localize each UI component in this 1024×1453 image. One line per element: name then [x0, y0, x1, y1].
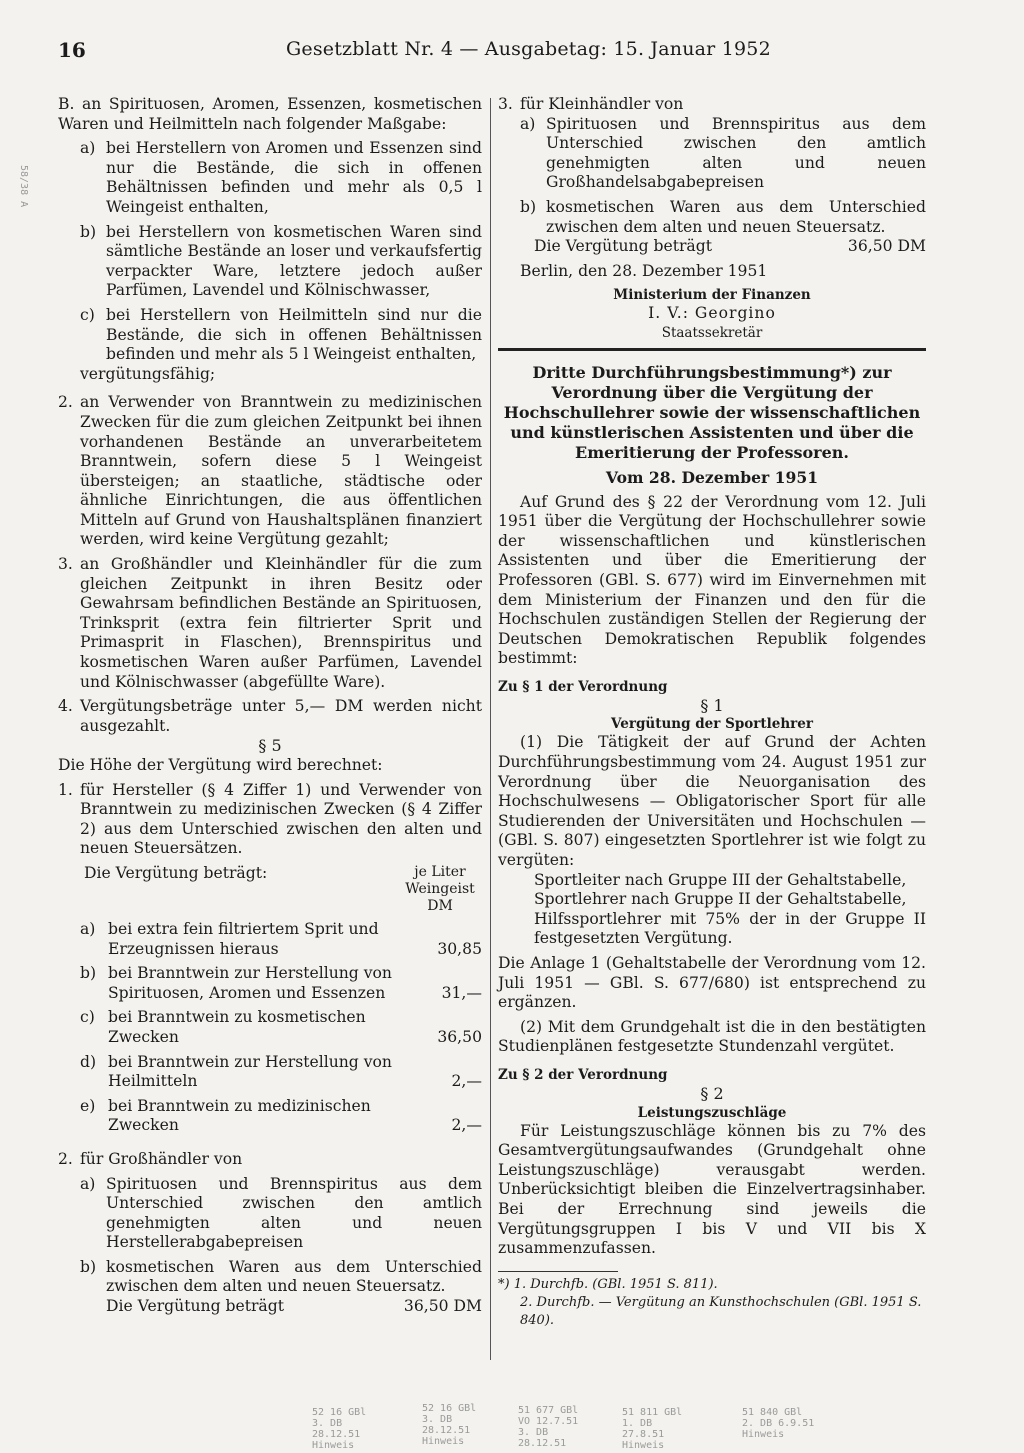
s5-item-2-rate-value: 36,50 DM	[403, 1297, 482, 1316]
section-1-title: Vergütung der Sportlehrer	[611, 716, 813, 733]
rate-letter: d)	[80, 1052, 97, 1071]
footnote-2: 2. Durchfb. — Vergütung an Kunsthochschulen (GBl. 1951 S. 840).	[520, 1294, 922, 1328]
left-column	[58, 95, 482, 1317]
rate-letter: e)	[80, 1096, 96, 1115]
item-3: 3. an Großhändler und Kleinhändler für die zum gleichen Zeitpunkt in ihren Besitz oder Gewahrsam befindlichen Bestände an Spirituosen, Trinksprit (extra fein filtrierter Sprit und Primasprit in Flaschen), Brennspiritus und kosmetischen Waren außer Parfümen, Lavendel und Kölnischwasser (abgefüllte Ware).	[58, 555, 482, 691]
s5-item-1-text: für Hersteller (§ 4 Ziffer 1) und Verwender von Branntwein zu medizinischen Zwecken (§ 4 Ziffer 2) aus dem Unterschied zwischen den alten und neuen Steuersätzen.	[80, 780, 482, 858]
footnote-rule	[498, 1271, 618, 1272]
section-2-title: Leistungszuschläge	[637, 1104, 787, 1121]
s5-item-2a: a) Spirituosen und Brennspiritus aus dem Unterschied zwischen den amtlich genehmigten alten und neuen Herstellerabgabepreisen	[80, 1174, 482, 1252]
item-4-text: Vergütungsbeträge unter 5,— DM werden nicht ausgezahlt.	[80, 697, 482, 735]
zu-section-1: Zu § 1 der Verordnung	[498, 678, 668, 695]
s5-item-2-text: für Großhändler von	[80, 1149, 243, 1168]
section-rule	[498, 348, 926, 351]
section-1-list-1: Sportleiter nach Gruppe III der Gehaltstabelle,	[534, 870, 907, 889]
s5-item-2-rate-label: Die Vergütung beträgt	[106, 1297, 284, 1316]
zu-section-2: Zu § 2 der Verordnung	[498, 1066, 668, 1083]
item-b-c: c) bei Herstellern von Heilmitteln sind nur die Bestände, die sich in offenen Behältnissen befinden und mehr als 5 l Weingeist enthalten,	[80, 305, 482, 364]
s5-item-3-rate-label: Die Vergütung beträgt	[534, 237, 712, 256]
rate-text: bei Branntwein zu kosmetischen Zwecken	[108, 1008, 366, 1046]
rate-header	[58, 864, 482, 915]
signer: I. V.: Georgino	[648, 304, 776, 323]
rate-value: 31,—	[441, 983, 482, 1002]
archive-stamp-3: 51 677 GBl VO 12.7.51 3. DB 28.12.51	[518, 1405, 579, 1449]
section-1-para-1: (1) Die Tätigkeit der auf Grund der Achten Durchführungsbestimmung vom 24. August 1951 zur Verordnung über die Neuorganisation des Hochschulwesens — Obligatorischer Sport für alle Studierenden der Universitäten und Hochschulen — (GBl. S. 807) eingesetzten Sportlehrer ist wie folgt zu vergüten:	[498, 733, 926, 870]
running-header	[0, 38, 1024, 68]
item-b-c-text: bei Herstellern von Heilmitteln sind nur die Bestände, die sich in offenen Behältnissen befinden und mehr als 5 l Weingeist enthalten,	[106, 305, 482, 364]
signer-title: Staatssekretär	[661, 324, 763, 341]
document-date: Vom 28. Dezember 1951	[605, 467, 819, 487]
section-1-para-3: (2) Mit dem Grundgehalt ist die in den bestätigten Studienplänen festgesetzte Stundenzahl vergütet.	[498, 1017, 926, 1056]
rate-row	[58, 920, 482, 959]
s5-item-3-text: für Kleinhändler von	[520, 95, 684, 113]
item-4: 4. Vergütungsbeträge unter 5,— DM werden nicht ausgezahlt.	[58, 697, 482, 735]
rate-letter: c)	[80, 1008, 95, 1027]
rate-text: bei Branntwein zur Herstellung von Spirituosen, Aromen und Essenzen	[108, 964, 392, 1002]
item-b-a-text: bei Herstellern von Aromen und Essenzen sind nur die Bestände, die sich in offenen Behältnissen befinden und mehr als 0,5 l Weingeist enthalten,	[106, 139, 482, 216]
rate-list	[58, 920, 482, 1136]
archive-stamp-5: 51 840 GBl 2. DB 6.9.51 Hinweis	[742, 1407, 815, 1440]
s5-item-3: 3. für Kleinhändler von	[498, 95, 926, 115]
item-2: 2. an Verwender von Branntwein zu medizinischen Zwecken für die zum gleichen Zeitpunkt bei ihnen vorhandenen Bestände an unverarbeitetem Branntwein, sofern diese 5 l Weingeist übersteigen; an staatliche, städtische oder ähnliche Einrichtungen, die aus öffentlichen Mitteln auf Grund von Haushaltsplänen finanziert werden, wird keine Vergütung gezahlt;	[58, 393, 482, 549]
rate-text: bei Branntwein zu medizinischen Zwecken	[108, 1096, 371, 1135]
rate-value: 36,50	[437, 1027, 482, 1046]
rate-text: bei Branntwein zur Herstellung von Heilmitteln	[108, 1052, 392, 1091]
rate-row	[58, 1053, 482, 1092]
s5-item-2b: b) kosmetischen Waren aus dem Unterschied zwischen dem alten und neuen Steuersatz.	[80, 1257, 482, 1296]
footnote-1: *) 1. Durchfb. (GBl. 1951 S. 811).	[498, 1276, 718, 1292]
archive-stamp-2: 52 16 GBl 3. DB 28.12.51 Hinweis	[422, 1403, 477, 1447]
s5-item-3a: a) Spirituosen und Brennspiritus aus dem Unterschied zwischen den amtlich genehmigten alten und neuen Großhandelsabgabepreisen	[520, 114, 926, 192]
rate-intro: Die Vergütung beträgt:	[84, 863, 268, 882]
rate-value: 2,—	[451, 1072, 482, 1091]
ministry: Ministerium der Finanzen	[613, 287, 811, 304]
item-b-a: a) bei Herstellern von Aromen und Essenzen sind nur die Bestände, die sich in offenen Behältnissen befinden und mehr als 0,5 l Weingeist enthalten,	[80, 139, 482, 216]
running-title: Gesetzblatt Nr. 4 — Ausgabetag: 15. Januar 1952	[286, 38, 771, 60]
column-divider	[490, 98, 491, 1360]
section-1-para-2: Die Anlage 1 (Gehaltstabelle der Verordnung vom 12. Juli 1951 — GBl. S. 677/680) ist entsprechend zu ergänzen.	[498, 954, 926, 1012]
s5-item-3b: b) kosmetischen Waren aus dem Unterschied zwischen dem alten und neuen Steuersatz.	[520, 197, 926, 236]
s5-item-2b-text: kosmetischen Waren aus dem Unterschied zwischen dem alten und neuen Steuersatz.	[106, 1257, 482, 1296]
section-1-list-2: Sportlehrer nach Gruppe II der Gehaltstabelle,	[534, 890, 907, 909]
s5-item-2a-text: Spirituosen und Brennspiritus aus dem Unterschied zwischen den amtlich genehmigten alten und neuen Herstellerabgabepreisen	[106, 1174, 482, 1252]
rate-row	[58, 1008, 482, 1047]
s5-item-3b-text: kosmetischen Waren aus dem Unterschied zwischen dem alten und neuen Steuersatz.	[546, 197, 926, 236]
archive-stamp-1: 52 16 GBl 3. DB 28.12.51 Hinweis	[312, 1407, 367, 1451]
s5-item-1: 1. für Hersteller (§ 4 Ziffer 1) und Verwender von Branntwein zu medizinischen Zwecken (§ 4 Ziffer 2) aus dem Unterschied zwischen den alten und neuen Steuersätzen.	[58, 780, 482, 858]
rate-unit: je Liter Weingeist DM	[405, 863, 475, 914]
margin-stamp: 58/38 A	[18, 165, 29, 208]
item-2-text: an Verwender von Branntwein zu medizinischen Zwecken für die zum gleichen Zeitpunkt bei ihnen vorhandenen Bestände an unverarbeitetem Branntwein, sofern diese 5 l Weingeist übersteigen; an staatliche, städtische oder ähnliche Einrichtungen, die aus öffentlichen Mitteln auf Grund von Haushaltsplänen finanziert werden, wird keine Vergütung gezahlt;	[80, 393, 482, 549]
s5-item-3a-text: Spirituosen und Brennspiritus aus dem Unterschied zwischen den amtlich genehmigten alten und neuen Großhandelsabgabepreisen	[546, 114, 926, 192]
section-5-heading: § 5	[258, 736, 282, 756]
rate-text: bei extra fein filtriertem Sprit und Erzeugnissen hieraus	[108, 919, 379, 958]
item-b-b: b) bei Herstellern von kosmetischen Waren sind sämtliche Bestände an loser und verkaufsfertig verpackter Ware, letztere jedoch außer Parfümen, Lavendel und Kölnischwasser,	[80, 222, 482, 300]
s5-item-3-rate-value: 36,50 DM	[847, 237, 926, 256]
item-3-text: an Großhändler und Kleinhändler für die zum gleichen Zeitpunkt in ihren Besitz oder Gewahrsam befindlichen Bestände an Spirituosen, Trinksprit (extra fein filtrierter Sprit und Primasprit in Flaschen), Brennspiritus und kosmetischen Waren außer Parfümen, Lavendel und Kölnischwasser (abgefüllte Ware).	[80, 555, 482, 691]
paragraph-b-head: B. an Spirituosen, Aromen, Essenzen, kosmetischen Waren und Heilmitteln nach folgender Maßgabe:	[58, 95, 482, 133]
s5-item-2: 2. für Großhändler von	[58, 1150, 482, 1170]
section-2-para: Für Leistungszuschläge können bis zu 7% des Gesamtvergütungsaufwandes (Grundgehalt ohne Leistungszuschläge) verausgabt werden. Unberücksichtigt bleiben die Einzelvertragsinhaber. Bei der Errechnung sind jeweils die Vergütungsgruppen I bis V und VII bis X zusammenzufassen.	[498, 1121, 926, 1258]
item-b-b-text: bei Herstellern von kosmetischen Waren sind sämtliche Bestände an loser und verkaufsfertig verpackter Ware, letztere jedoch außer Parfümen, Lavendel und Kölnischwasser,	[106, 222, 482, 300]
rate-letter: b)	[80, 964, 97, 983]
section-5-intro: Die Höhe der Vergütung wird berechnet:	[58, 756, 383, 774]
rate-value: 2,—	[451, 1116, 482, 1135]
place-date: Berlin, den 28. Dezember 1951	[520, 261, 768, 280]
archive-stamp-4: 51 811 GBl 1. DB 27.8.51 Hinweis	[622, 1407, 683, 1451]
preamble: Auf Grund des § 22 der Verordnung vom 12. Juli 1951 über die Vergütung der Hochschullehrer sowie der wissenschaftlichen und künstlerischen Assistenten und über die Emeritierung der Professoren (GBl. S. 677) wird im Einvernehmen mit dem Ministerium der Finanzen und den für die Hochschulen zuständigen Stellen der Regierung der Deutschen Demokratischen Republik folgendes bestimmt:	[498, 492, 926, 668]
section-2-heading: § 2	[700, 1083, 724, 1103]
rate-letter: a)	[80, 919, 96, 938]
rate-row	[58, 1097, 482, 1136]
section-1-heading: § 1	[700, 695, 724, 715]
document-title: Dritte Durchführungsbestimmung*) zur Verordnung über die Vergütung der Hochschullehrer sowie der wissenschaftlichen und künstlerischen Assistenten und über die Emeritierung der Professoren.	[503, 362, 921, 462]
section-1-list-3: Hilfssportlehrer mit 75% der in der Gruppe II festgesetzten Vergütung.	[534, 909, 926, 948]
page-number: 16	[58, 38, 86, 62]
rate-value: 30,85	[437, 939, 482, 958]
s5-item-3-rate	[498, 237, 926, 257]
right-column	[498, 95, 926, 1330]
s5-item-2-rate	[58, 1297, 482, 1317]
rate-row	[58, 964, 482, 1003]
b-end: vergütungsfähig;	[80, 364, 216, 383]
